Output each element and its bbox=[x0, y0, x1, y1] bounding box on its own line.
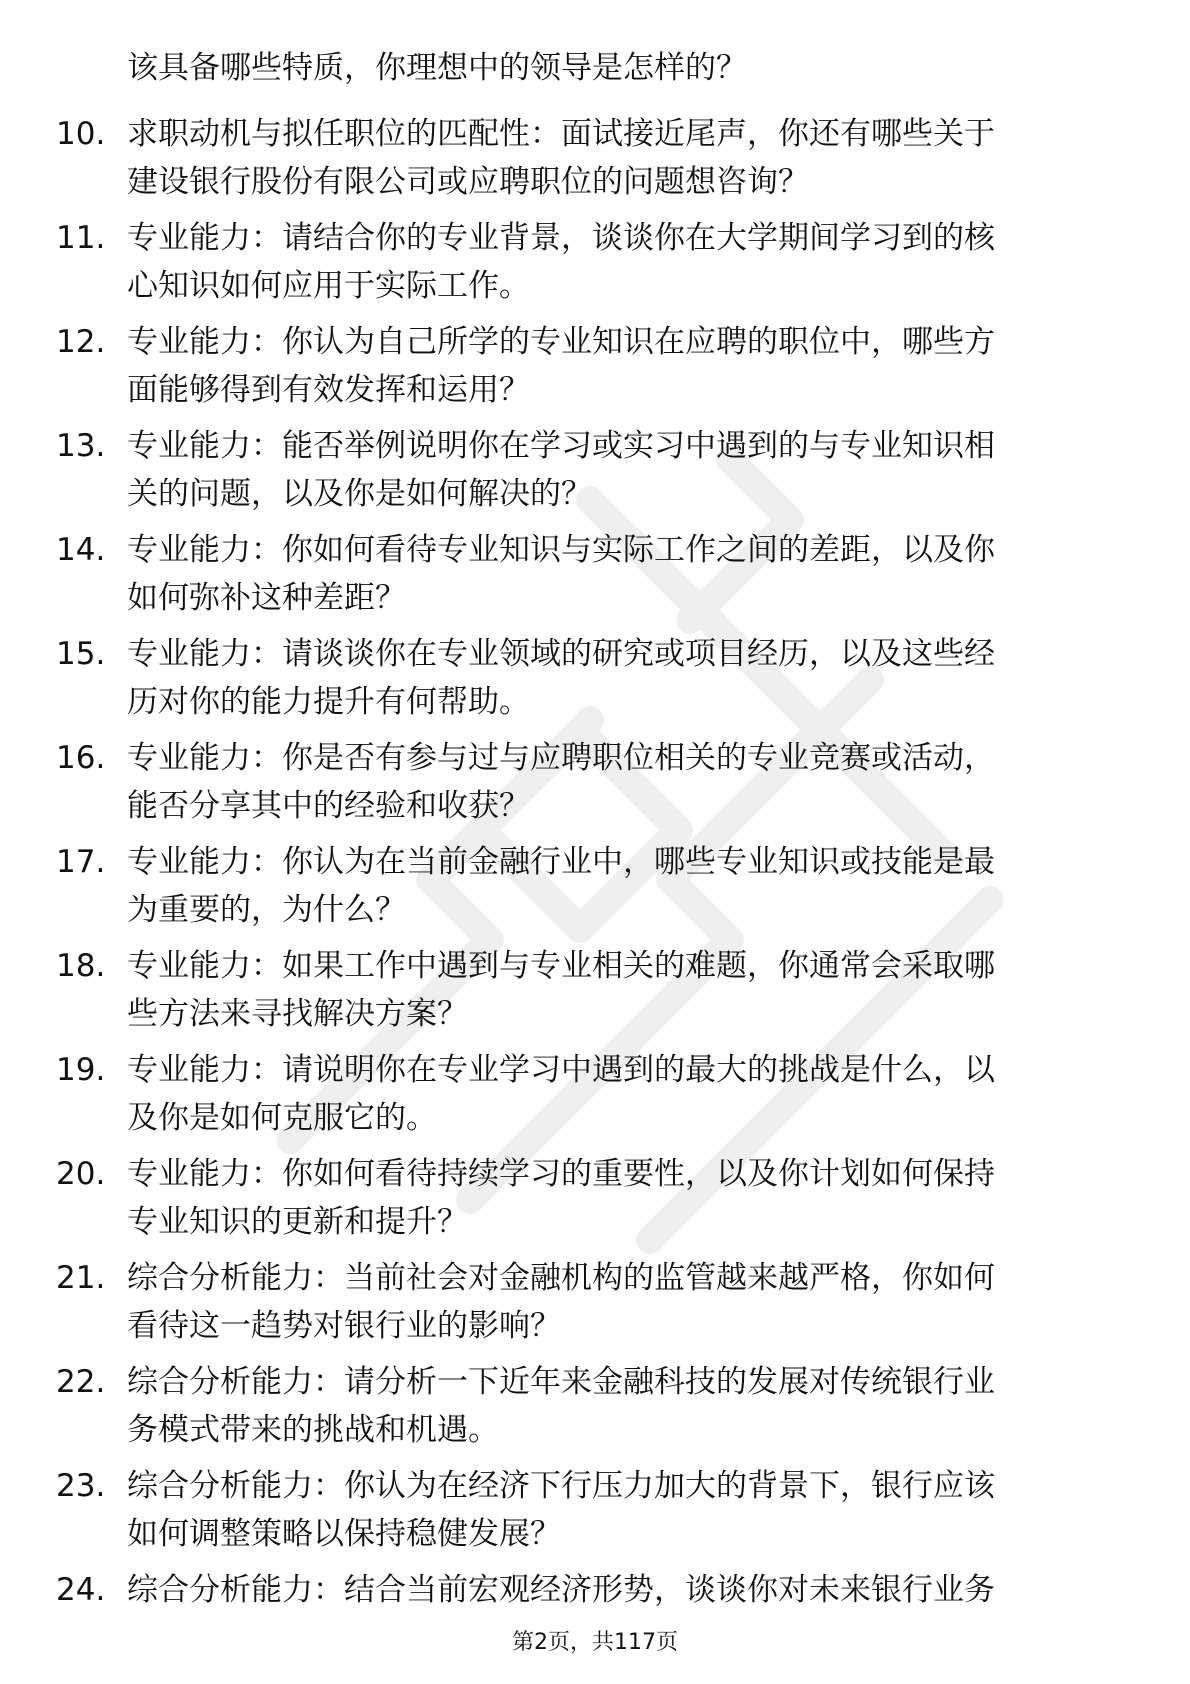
question-line: 专业能力：你认为自己所学的专业知识在应聘的职位中，哪些方 bbox=[127, 324, 995, 360]
question-number: 22. bbox=[56, 1364, 106, 1400]
question-text bbox=[127, 526, 1127, 622]
page-number-footer: 第2页，共117页 bbox=[512, 1630, 678, 1655]
question-line: 面能够得到有效发挥和运用？ bbox=[127, 372, 530, 408]
question-text bbox=[127, 422, 1127, 518]
question-text bbox=[127, 110, 1127, 206]
question-text bbox=[127, 630, 1127, 726]
question-number: 15. bbox=[56, 636, 106, 672]
question-text bbox=[127, 838, 1127, 934]
question-line: 关的问题，以及你是如何解决的？ bbox=[127, 476, 592, 512]
question-text bbox=[127, 1462, 1127, 1558]
question-number: 16. bbox=[56, 740, 106, 776]
question-number: 17. bbox=[56, 844, 106, 880]
continued-question-text: 该具备哪些特质，你理想中的领导是怎样的？ bbox=[127, 50, 747, 86]
question-item bbox=[0, 630, 1190, 734]
question-item bbox=[0, 1358, 1190, 1462]
question-item bbox=[0, 318, 1190, 422]
question-text bbox=[127, 318, 1127, 414]
question-item bbox=[0, 110, 1190, 214]
question-item bbox=[0, 422, 1190, 526]
question-line: 务模式带来的挑战和机遇。 bbox=[127, 1412, 499, 1448]
question-text bbox=[127, 734, 1127, 830]
question-text bbox=[127, 1150, 1127, 1246]
question-text bbox=[127, 1358, 1127, 1454]
question-item bbox=[0, 1150, 1190, 1254]
question-item bbox=[0, 942, 1190, 1046]
question-list bbox=[0, 110, 1190, 1670]
question-line: 专业能力：你如何看待持续学习的重要性，以及你计划如何保持 bbox=[127, 1156, 995, 1192]
question-line: 专业能力：能否举例说明你在学习或实习中遇到的与专业知识相 bbox=[127, 428, 995, 464]
question-line: 专业能力：请谈谈你在专业领域的研究或项目经历，以及这些经 bbox=[127, 636, 995, 672]
question-line: 心知识如何应用于实际工作。 bbox=[127, 268, 530, 304]
question-line: 如何弥补这种差距？ bbox=[127, 580, 406, 616]
question-item bbox=[0, 838, 1190, 942]
question-line: 为重要的，为什么？ bbox=[127, 892, 406, 928]
question-line: 专业能力：你是否有参与过与应聘职位相关的专业竞赛或活动， bbox=[127, 740, 995, 776]
question-text bbox=[127, 1566, 1127, 1614]
question-line: 专业能力：请结合你的专业背景，谈谈你在大学期间学习到的核 bbox=[127, 220, 995, 256]
question-text bbox=[127, 942, 1127, 1038]
question-item bbox=[0, 1462, 1190, 1566]
question-text bbox=[127, 214, 1127, 310]
question-number: 10. bbox=[56, 116, 106, 152]
question-number: 23. bbox=[56, 1468, 106, 1504]
question-item bbox=[0, 214, 1190, 318]
question-number: 12. bbox=[56, 324, 106, 360]
question-line: 专业能力：你如何看待专业知识与实际工作之间的差距，以及你 bbox=[127, 532, 995, 568]
question-number: 14. bbox=[56, 532, 106, 568]
question-number: 24. bbox=[56, 1572, 106, 1608]
question-line: 求职动机与拟任职位的匹配性：面试接近尾声，你还有哪些关于 bbox=[127, 116, 995, 152]
question-line: 专业知识的更新和提升？ bbox=[127, 1204, 468, 1240]
question-number: 21. bbox=[56, 1260, 106, 1296]
question-line: 专业能力：请说明你在专业学习中遇到的最大的挑战是什么，以 bbox=[127, 1052, 995, 1088]
question-item bbox=[0, 1254, 1190, 1358]
question-line: 建设银行股份有限公司或应聘职位的问题想咨询？ bbox=[127, 164, 809, 200]
question-line: 看待这一趋势对银行业的影响？ bbox=[127, 1308, 561, 1344]
question-line: 专业能力：你认为在当前金融行业中，哪些专业知识或技能是最 bbox=[127, 844, 995, 880]
question-number: 11. bbox=[56, 220, 106, 256]
question-line: 综合分析能力：请分析一下近年来金融科技的发展对传统银行业 bbox=[127, 1364, 995, 1400]
question-line: 及你是如何克服它的。 bbox=[127, 1100, 437, 1136]
question-line: 能否分享其中的经验和收获？ bbox=[127, 788, 530, 824]
question-text bbox=[127, 1046, 1127, 1142]
question-number: 20. bbox=[56, 1156, 106, 1192]
question-line: 些方法来寻找解决方案？ bbox=[127, 996, 468, 1032]
question-item bbox=[0, 1046, 1190, 1150]
question-item bbox=[0, 734, 1190, 838]
question-item bbox=[0, 526, 1190, 630]
question-line: 综合分析能力：你认为在经济下行压力加大的背景下，银行应该 bbox=[127, 1468, 995, 1504]
question-number: 13. bbox=[56, 428, 106, 464]
question-line: 综合分析能力：当前社会对金融机构的监管越来越严格，你如何 bbox=[127, 1260, 995, 1296]
question-line: 历对你的能力提升有何帮助。 bbox=[127, 684, 530, 720]
question-line: 专业能力：如果工作中遇到与专业相关的难题，你通常会采取哪 bbox=[127, 948, 995, 984]
question-number: 18. bbox=[56, 948, 106, 984]
question-line: 综合分析能力：结合当前宏观经济形势，谈谈你对未来银行业务 bbox=[127, 1572, 995, 1608]
question-number: 19. bbox=[56, 1052, 106, 1088]
question-text bbox=[127, 1254, 1127, 1350]
question-line: 如何调整策略以保持稳健发展？ bbox=[127, 1516, 561, 1552]
